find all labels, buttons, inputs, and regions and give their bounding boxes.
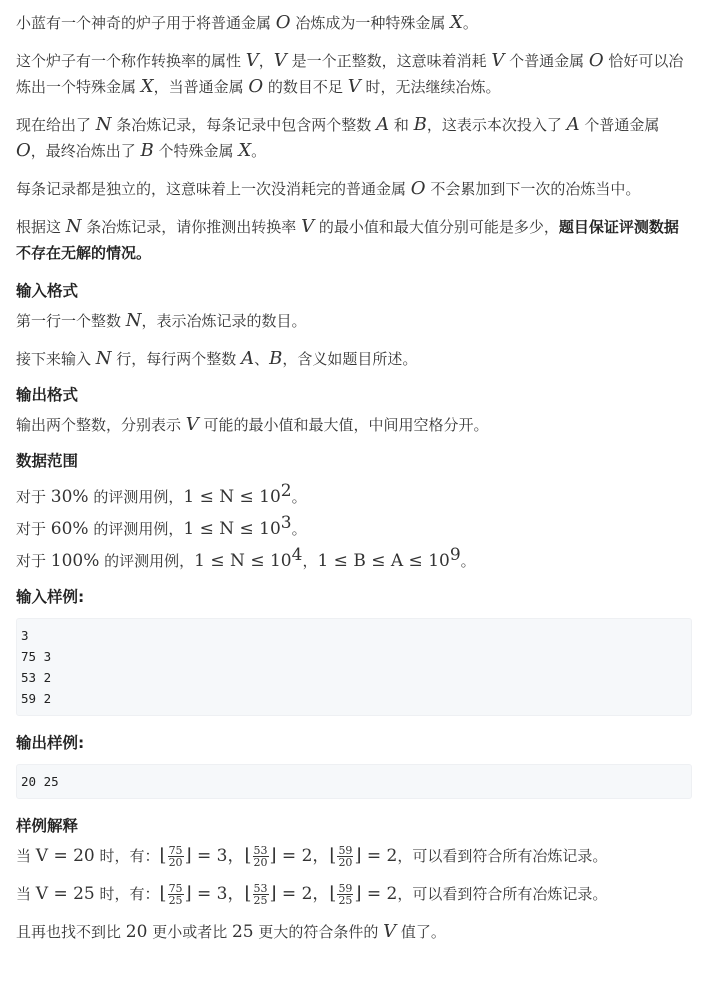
text: ，可以看到符合所有冶炼记录。 [397,847,608,865]
text: 恰好可以冶炼出一个特殊金属 [16,52,684,96]
range-line-100 [16,542,692,574]
math-N: N [95,114,112,135]
math-N: N [95,348,112,369]
fraction [168,883,184,906]
fraction [337,883,353,906]
text: 。 [460,552,476,570]
text: 可能的最小值和最大值，中间用空格分开。 [198,416,489,434]
text: 的评测用例， [88,520,184,538]
math-B: B [413,114,427,135]
data-range-section [16,448,692,574]
floor-left: ⌊ [329,883,337,904]
floor-right: ⌋ [354,883,362,904]
sample-input-code[interactable] [16,618,692,716]
code-line: 75 3 [21,649,52,664]
input-line-2 [16,346,692,372]
math-constraint: 1 ≤ N ≤ 10 [183,487,281,507]
denominator: 20 [338,856,353,869]
text: 接下来输入 [16,350,96,368]
independent-paragraph [16,176,692,202]
math-value: = 2， [276,846,330,866]
task-paragraph [16,214,692,266]
text: 的数目不足 [263,78,348,96]
explanation-section [16,813,692,945]
floor-left: ⌊ [244,883,252,904]
text: 。 [291,520,307,538]
floor-right: ⌋ [184,883,192,904]
text: ，含义如题目所述。 [282,350,418,368]
text: ，当普通金属 [153,78,249,96]
denominator: 20 [253,856,268,869]
sample-output-section [16,730,692,799]
section-heading: 输入样例: [16,588,85,606]
text: 小蓝有一个神奇的炉子用于将普通金属 [16,14,276,32]
math-O: O [410,178,426,199]
math-A: A [566,114,580,135]
math-X: X [450,12,463,33]
exponent: 3 [280,513,292,533]
math-equation: V = 20 [35,846,95,866]
sample-output-code[interactable] [16,764,692,799]
section-heading: 输出样例: [16,734,85,752]
math-value: = 3， [191,884,245,904]
text: 冶炼成为一种特殊金属 [290,14,451,32]
math-O: O [275,12,291,33]
text: 且再也找不到比 [16,923,126,941]
range-line-60 [16,510,692,542]
math-constraint: 1 ≤ N ≤ 10 [194,551,292,571]
floor-right: ⌋ [269,883,277,904]
input-line-1 [16,308,692,334]
text: 不会累加到下一次的冶炼当中。 [425,180,641,198]
exponent: 4 [291,545,303,565]
math-V: V [273,50,287,71]
text: 时，有： [94,847,160,865]
text: 根据这 [16,218,66,236]
text: 对于 [16,520,51,538]
denominator: 25 [168,894,183,907]
math-value: = 3， [191,846,245,866]
section-heading: 样例解释 [16,817,79,835]
output-line [16,412,692,438]
input-format-section [16,278,692,372]
fraction [253,883,269,906]
guarantee-note: 题目保证评测数据不存在无解的情况。 [16,218,679,262]
math-value: = 2 [361,846,398,866]
code-line: 3 [21,628,29,643]
sample-input-section [16,584,692,716]
section-heading: 输出格式 [16,386,79,404]
denominator: 20 [168,856,183,869]
text: 输出两个整数，分别表示 [16,416,186,434]
section-heading: 输入格式 [16,282,79,300]
code-line: 20 25 [21,774,59,789]
code-line: 53 2 [21,670,52,685]
text: 、 [254,350,270,368]
conversion-paragraph [16,48,692,100]
math-V: V [185,414,199,435]
floor-left: ⌊ [244,845,252,866]
text: ，可以看到符合所有冶炼记录。 [397,885,608,903]
text: 对于 [16,488,51,506]
text: 的评测用例， [99,552,195,570]
numerator: 53 [253,882,268,895]
text: 现在给出了 [16,116,96,134]
output-format-section [16,382,692,438]
text: ，表示冶炼记录的数目。 [141,312,307,330]
math-constraint: 1 ≤ N ≤ 10 [183,519,281,539]
code-line: 59 2 [21,691,52,706]
math-N: N [65,216,82,237]
math-V: V [491,50,505,71]
text: 个特殊金属 [153,142,239,160]
math-V: V [301,216,315,237]
text: 值了。 [396,923,446,941]
math-X: X [140,76,154,97]
math-N: N [125,310,142,331]
text: 。 [251,142,267,160]
text: 的最小值和最大值分别可能是多少， [314,218,559,236]
text: 当 [16,885,36,903]
fraction [253,845,269,868]
text: 和 [389,116,414,134]
floor-right: ⌋ [354,845,362,866]
text: 个普通金属 [504,52,589,70]
math-value: = 2， [276,884,330,904]
text: 这个炉子有一个称作转换率的属性 [16,52,246,70]
text: 当 [16,847,36,865]
text: 第一行一个整数 [16,312,126,330]
exponent: 2 [280,481,292,501]
math-X: X [238,140,252,161]
floor-left: ⌊ [329,845,337,866]
text: 。 [291,488,307,506]
floor-right: ⌋ [269,845,277,866]
denominator: 25 [338,894,353,907]
math-O: O [588,50,604,71]
math-number: 25 [231,922,254,942]
text: 更大的符合条件的 [253,923,384,941]
intro-paragraph [16,10,692,36]
text: ，最终冶炼出了 [30,142,141,160]
numerator: 75 [168,844,183,857]
text: 。 [462,14,478,32]
range-line-30 [16,478,692,510]
numerator: 75 [168,882,183,895]
floor-right: ⌋ [184,845,192,866]
percent: 60% [50,519,89,539]
math-V: V [347,76,361,97]
floor-left: ⌊ [159,845,167,866]
text: 对于 [16,552,51,570]
text: 条冶炼记录，请你推测出转换率 [81,218,302,236]
fraction [337,845,353,868]
denominator: 25 [253,894,268,907]
text: 是一个正整数，这意味着消耗 [286,52,492,70]
explain-line-1 [16,843,692,869]
math-O: O [248,76,264,97]
math-V: V [245,50,259,71]
math-number: 20 [125,922,148,942]
numerator: 53 [253,844,268,857]
exponent: 9 [449,545,461,565]
text: ， [302,552,318,570]
math-constraint: 1 ≤ B ≤ A ≤ 10 [317,551,450,571]
math-V: V [383,921,397,942]
percent: 30% [50,487,89,507]
floor-left: ⌊ [159,883,167,904]
math-B: B [269,348,283,369]
math-value: = 2 [361,884,398,904]
math-O: O [16,140,31,161]
numerator: 59 [338,882,353,895]
math-equation: V = 25 [35,884,95,904]
numerator: 59 [338,844,353,857]
text: 行，每行两个整数 [111,350,242,368]
text: 时，无法继续冶炼。 [360,78,501,96]
text: 个普通金属 [579,116,660,134]
explain-line-3 [16,919,692,945]
fraction [168,845,184,868]
math-B: B [140,140,154,161]
math-A: A [376,114,390,135]
percent: 100% [50,551,100,571]
math-A: A [241,348,255,369]
explain-line-2 [16,881,692,907]
text: ， [258,52,274,70]
text: 每条记录都是独立的，这意味着上一次没消耗完的普通金属 [16,180,411,198]
text: 更小或者比 [147,923,232,941]
text: ，这表示本次投入了 [426,116,567,134]
section-heading: 数据范围 [16,452,79,470]
records-paragraph [16,112,692,164]
text: 时，有： [94,885,160,903]
text: 的评测用例， [88,488,184,506]
text: 条冶炼记录，每条记录中包含两个整数 [111,116,377,134]
